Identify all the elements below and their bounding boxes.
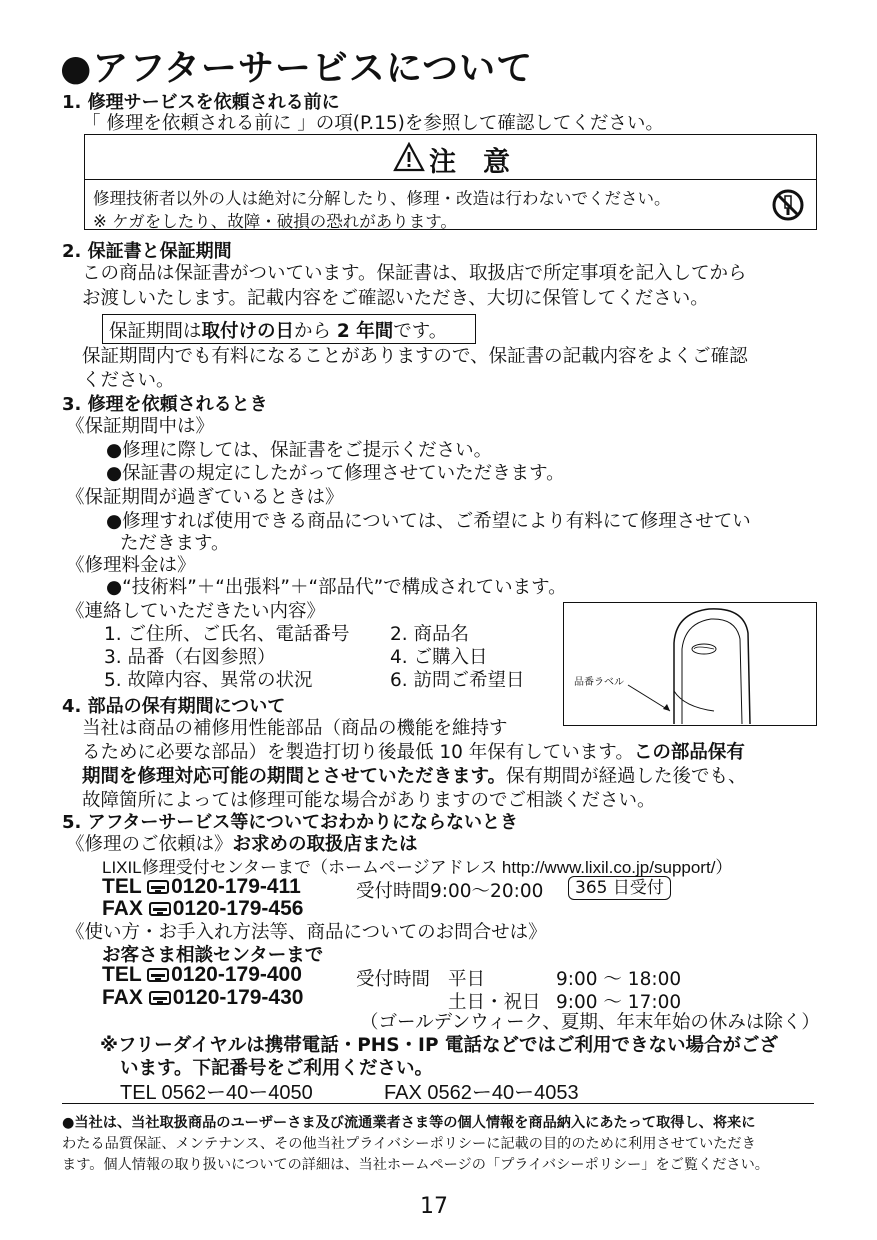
warranty-period-box bbox=[102, 314, 476, 344]
free-dial-icon bbox=[147, 968, 169, 982]
consult-tel: TEL 0120-179-400 bbox=[102, 963, 302, 986]
product-label-figure bbox=[563, 602, 817, 726]
contact-item: 2. 商品名 bbox=[390, 624, 470, 645]
section-5-sub-1: 《修理のご依頼は》お求めの取扱店または bbox=[66, 834, 418, 855]
section-4-heading: 4. 部品の保有期間について bbox=[62, 696, 286, 717]
warning-icon bbox=[393, 142, 425, 172]
weekend-label: 土日・祝日 bbox=[448, 992, 541, 1013]
repair-hours: 受付時間9:00～20:00 bbox=[356, 881, 544, 902]
consult-center: お客さま相談センターまで bbox=[102, 945, 324, 966]
section-3-heading: 3. 修理を依頼されるとき bbox=[62, 394, 268, 415]
product-illustration bbox=[564, 603, 815, 724]
section-4-line-4: 故障箇所によっては修理可能な場合がありますのでご相談ください。 bbox=[82, 790, 656, 811]
section-2-line-2: お渡しいたします。記載内容をご確認いただき、大切に保管してください。 bbox=[82, 288, 709, 309]
free-dial-note-1: ※フリーダイヤルは携帯電話・PHS・IP 電話などではご利用できない場合がござ bbox=[100, 1035, 778, 1056]
list-item: ●修理に際しては、保証書をご提示ください。 bbox=[106, 440, 493, 461]
page-number: 17 bbox=[420, 1194, 448, 1219]
section-3-sub-4: 《連絡していただきたい内容》 bbox=[66, 601, 326, 622]
repair-tel: TEL 0120-179-411 bbox=[102, 875, 301, 898]
caution-label: 注 意 bbox=[429, 147, 510, 178]
product-label-caption: 品番ラベル bbox=[574, 677, 624, 688]
section-3-sub-3: 《修理料金は》 bbox=[66, 555, 196, 576]
free-dial-icon bbox=[149, 991, 171, 1005]
list-item: ただきます。 bbox=[120, 533, 230, 554]
contact-item: 1. ご住所、ご氏名、電話番号 bbox=[104, 624, 350, 645]
list-item: ●“技術料”＋“出張料”＋“部品代”で構成されています。 bbox=[106, 577, 567, 598]
weekend-time: 9:00 ～ 17:00 bbox=[556, 992, 682, 1013]
list-item: ●修理すれば使用できる商品については、ご希望により有料にて修理させてい bbox=[106, 511, 751, 532]
alt-tel: TEL 0562ー40ー4050 bbox=[120, 1082, 313, 1104]
days-badge: 365 日受付 bbox=[568, 876, 671, 900]
section-4-line-2: るために必要な部品）を製造打切り後最低 10 年保有しています。この部品保有 bbox=[82, 742, 745, 763]
page-title: ●アフターサービスについて bbox=[60, 48, 534, 89]
privacy-line-3: ます。個人情報の取り扱いについての詳細は、当社ホームページの「プライバシーポリシー」をご覧ください。 bbox=[62, 1157, 769, 1173]
section-3-sub-1: 《保証期間中は》 bbox=[66, 416, 215, 437]
section-3-sub-2: 《保証期間が過ぎているときは》 bbox=[66, 487, 344, 508]
contact-item: 5. 故障内容、異常の状況 bbox=[104, 670, 313, 691]
warranty-period-text: 保証期間は取付けの日から 2 年間です。 bbox=[109, 321, 448, 342]
list-item: ●保証書の規定にしたがって修理させていただきます。 bbox=[106, 463, 565, 484]
free-dial-icon bbox=[149, 902, 171, 916]
no-disassembly-icon bbox=[771, 188, 805, 222]
repair-center-line: LIXIL修理受付センターまで（ホームページアドレス http://www.lixil.co.jp/support/） bbox=[102, 858, 733, 877]
contact-item: 6. 訪問ご希望日 bbox=[390, 670, 525, 691]
section-2-heading: 2. 保証書と保証期間 bbox=[62, 241, 232, 262]
consult-hours-label: 受付時間 bbox=[356, 969, 431, 990]
section-5-heading: 5. アフターサービス等についておわかりにならないとき bbox=[62, 812, 519, 833]
section-2-line-4: ください。 bbox=[82, 370, 175, 391]
repair-fax: FAX 0120-179-456 bbox=[102, 897, 304, 920]
caution-box bbox=[84, 134, 817, 230]
section-2-line-1: この商品は保証書がついています。保証書は、取扱店で所定事項を記入してから bbox=[82, 263, 747, 284]
section-1-text: 「 修理を依頼される前に 」の項(P.15)を参照して確認してください。 bbox=[82, 113, 664, 134]
section-5-sub-2: 《使い方・お手入れ方法等、商品についてのお問合せは》 bbox=[66, 922, 547, 943]
section-4-line-1: 当社は商品の補修用性能部品（商品の機能を維持す bbox=[82, 718, 508, 739]
alt-fax: FAX 0562ー40ー4053 bbox=[384, 1082, 579, 1104]
weekday-time: 9:00 ～ 18:00 bbox=[556, 969, 682, 990]
consult-fax: FAX 0120-179-430 bbox=[102, 986, 304, 1009]
contact-item: 3. 品番（右図参照） bbox=[104, 647, 276, 668]
caution-header bbox=[85, 135, 816, 180]
divider bbox=[62, 1103, 814, 1104]
caution-line-1: 修理技術者以外の人は絶対に分解したり、修理・改造は行わないでください。 bbox=[93, 189, 671, 208]
privacy-line-1: ●当社は、当社取扱商品のユーザーさま及び流通業者さま等の個人情報を商品納入にあたって取得し、将来に bbox=[62, 1115, 756, 1131]
contact-item: 4. ご購入日 bbox=[390, 647, 488, 668]
privacy-line-2: わたる品質保証、メンテナンス、その他当社プライバシーポリシーに記載の目的のために利用させていただき bbox=[62, 1136, 756, 1152]
free-dial-icon bbox=[147, 880, 169, 894]
section-4-line-3: 期間を修理対応可能の期間とさせていただきます。保有期間が経過した後でも、 bbox=[82, 766, 747, 787]
section-2-line-3: 保証期間内でも有料になることがありますので、保証書の記載内容をよくご確認 bbox=[82, 346, 748, 367]
free-dial-note-2: います。下記番号をご利用ください。 bbox=[120, 1058, 434, 1079]
weekday-label: 平日 bbox=[448, 969, 486, 990]
caution-line-2: ※ ケガをしたり、故障・破損の恐れがあります。 bbox=[93, 212, 457, 231]
section-1-heading: 1. 修理サービスを依頼される前に bbox=[62, 92, 340, 113]
holiday-note: （ゴールデンウィーク、夏期、年末年始の休みは除く） bbox=[360, 1012, 820, 1033]
